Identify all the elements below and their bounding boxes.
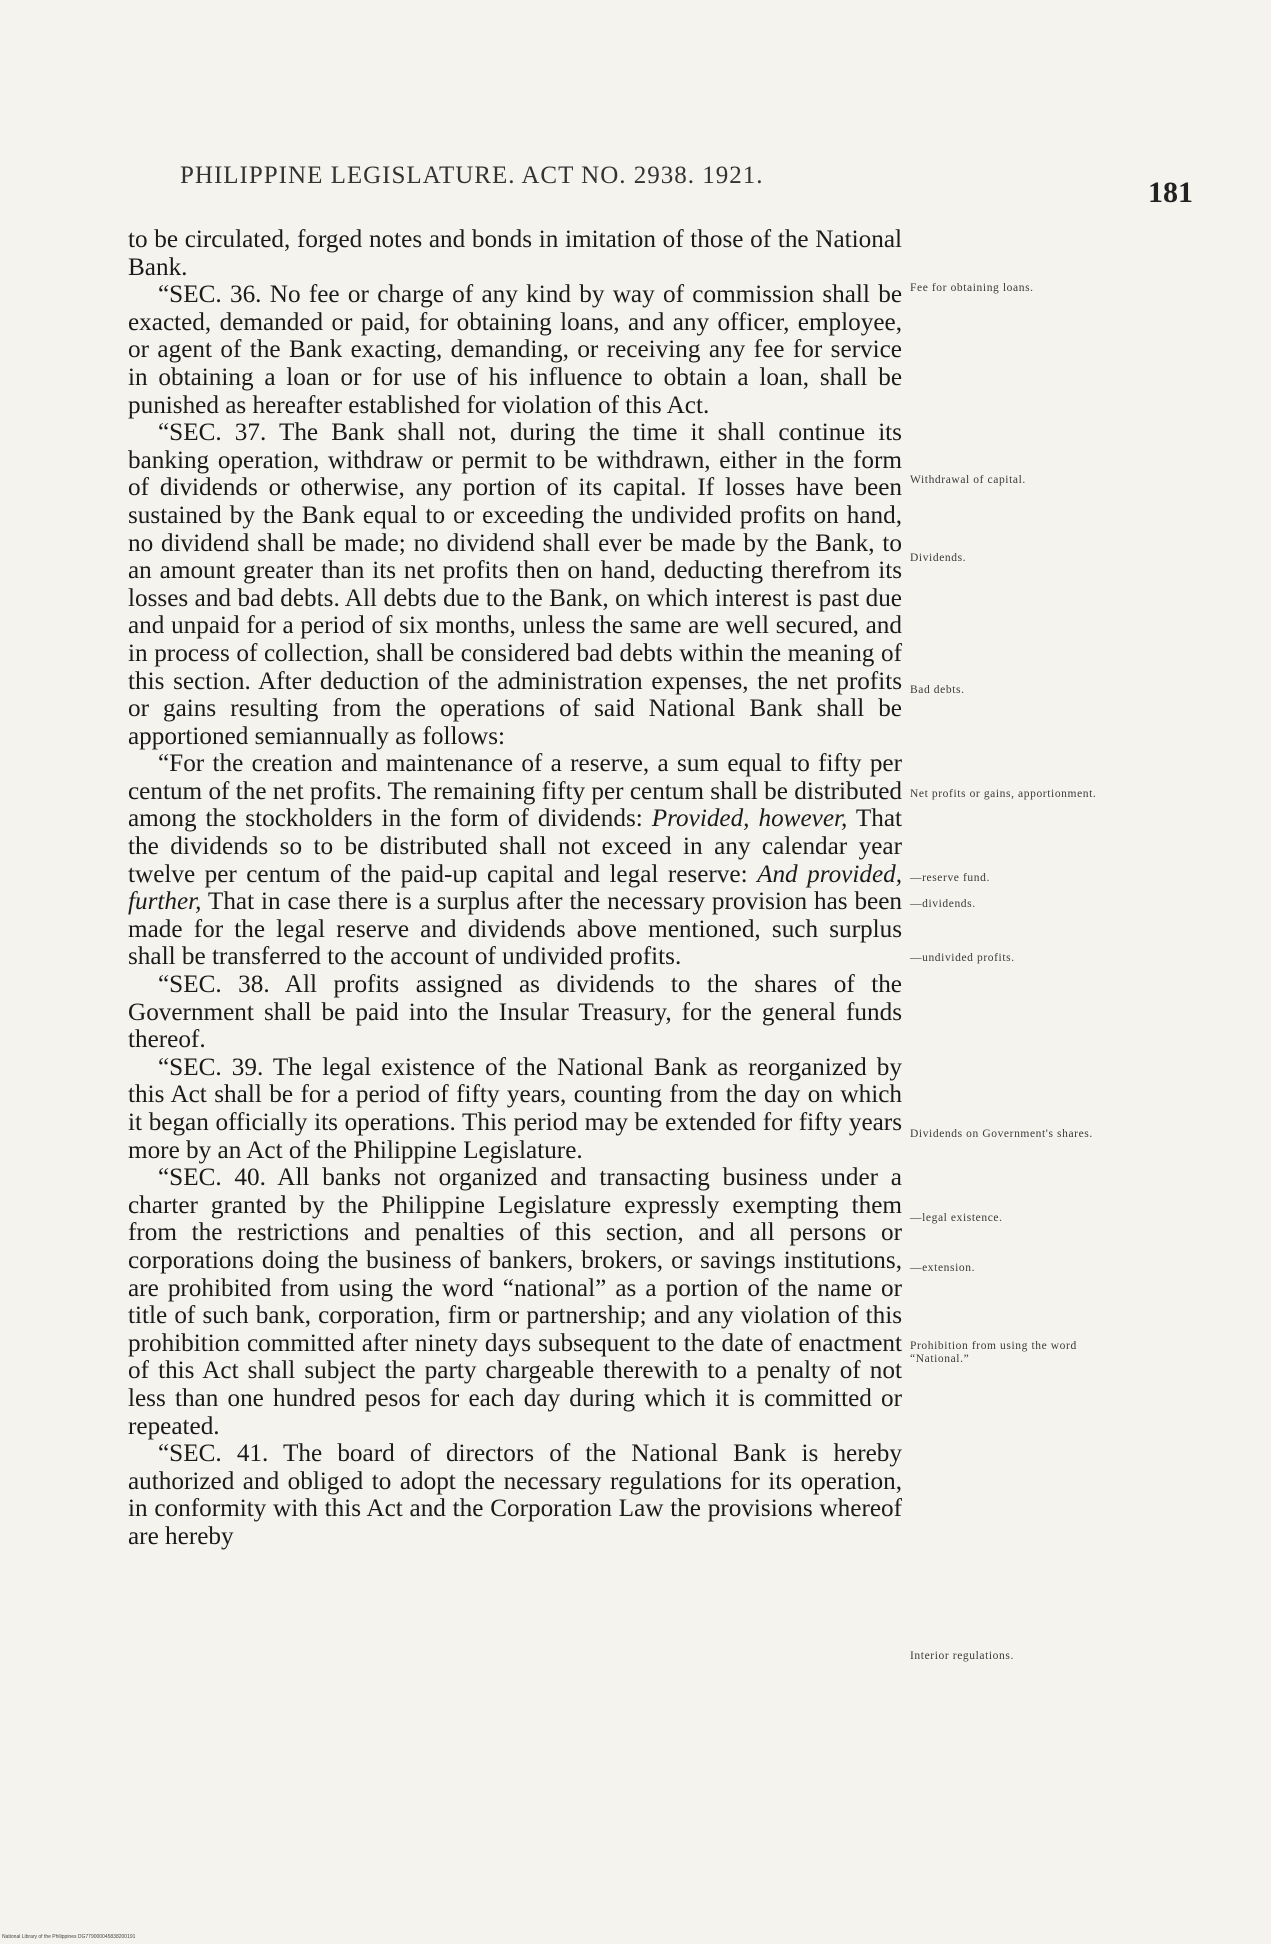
paragraph-sec-39: “SEC. 39. The legal existence of the National Bank as reorganized by this Act shall be for a period of fifty years, counting from the day on which it began officially its operations. This period may be extended for fifty years more by an Act of the Philippine Legislature.	[128, 1053, 902, 1164]
margin-note-govt-shares: Dividends on Government's shares.	[910, 1128, 1093, 1140]
margin-note-bad-debts: Bad debts.	[910, 684, 965, 696]
margin-note-fee: Fee for obtaining loans.	[910, 282, 1034, 294]
running-head	[180, 162, 900, 190]
proviso-1: Provided, however,	[651, 805, 848, 833]
paragraph-sec-37: “SEC. 37. The Bank shall not, during the time it shall continue its banking operation, withdraw or permit to be withdrawn, either in the form of dividends or otherwise, any portion of its capital. If losses have been sustained by the Bank equal to or exceeding the undivided profits on hand, no dividend shall be made; no dividend shall ever be made by the Bank, to an amount greater than its net profits then on hand, deducting therefrom its losses and bad debts. All debts due to the Bank, on which interest is past due and unpaid for a period of six months, unless the same are well secured, and in process of collection, shall be considered bad debts within the meaning of this section. After deduction of the administration expenses, the net profits or gains resulting from the operations of said National Bank shall be apportioned semiannually as follows:	[128, 419, 902, 750]
margin-note-dividends: Dividends.	[910, 552, 967, 564]
paragraph-continuation: to be circulated, forged notes and bonds in imitation of those of the National Bank.	[128, 226, 902, 281]
paragraph-sec-41: “SEC. 41. The board of directors of the National Bank is hereby authorized and obliged to adopt the necessary regulations for its operation, in conformity with this Act and the Corporation Law the provisions whereof are hereby	[128, 1440, 902, 1550]
reserve-text-c: That the dividends so to be distributed shall not exceed in any calendar year twelve per centum of the paid-up capital and legal reserve:	[128, 805, 903, 888]
paragraph-sec-38: “SEC. 38. All profits assigned as dividends to the shares of the Government shall be paid into the Insular Treasury, for the general funds thereof.	[128, 971, 902, 1054]
paragraph-sec-40: “SEC. 40. All banks not organized and transacting business under a charter granted by the Philippine Legislature expressly exempting them from the restrictions and penalties of this section, and all persons or corporations doing the business of bankers, brokers, or savings institutions, are prohibited from using the word “national” as a portion of the name or title of such bank, corporation, firm or partnership; and any violation of this prohibition committed after ninety days subsequent to the date of enactment of this Act shall subject the party chargeable therewith to a penalty of not less than one hundred pesos for each day during which it is committed or repeated.	[128, 1164, 902, 1440]
margin-note-withdrawal: Withdrawal of capital.	[910, 474, 1026, 486]
margin-note-dividends-2: —dividends.	[910, 898, 976, 910]
running-head-text: PHILIPPINE LEGISLATURE. ACT NO. 2938. 1921.	[180, 162, 764, 189]
paragraph-sec-36: “SEC. 36. No fee or charge of any kind by way of commission shall be exacted, demanded or paid, for obtaining loans, and any officer, employee, or agent of the Bank exacting, demanding, or receiving any fee for service in obtaining a loan or for use of his influence to obtain a loan, shall be punished as hereafter established for violation of this Act.	[128, 281, 902, 419]
margin-note-prohibition: Prohibition from using the word “National.”	[910, 1340, 1077, 1365]
proviso-2: And provided, further,	[128, 860, 903, 916]
page-number: 181	[1148, 176, 1193, 209]
margin-note-extension: —extension.	[910, 1262, 976, 1274]
margin-note-legal-existence: —legal existence.	[910, 1212, 1003, 1224]
margin-note-net-profits: Net profits or gains, apportionment.	[910, 788, 1097, 800]
margin-note-undivided: —undivided profits.	[910, 952, 1015, 964]
paragraph-reserve	[128, 750, 902, 971]
body-text	[128, 226, 902, 1551]
margin-note-reserve: —reserve fund.	[910, 872, 990, 884]
reserve-text-e: That in case there is a surplus after the necessary provision has been made for the legal reserve and dividends above mentioned, such surplus shall be transferred to the account of undivided profits.	[128, 888, 902, 971]
margin-note-interior: Interior regulations.	[910, 1650, 1014, 1662]
reserve-text-a: “For the creation and maintenance of a reserve, a sum equal to fifty per centum of the net profits. The remaining fifty per centum shall be distributed among the stockholders in the form of dividends:	[128, 750, 902, 833]
scan-credit: National Library of the Philippines DG779000045838200191	[2, 1934, 136, 1940]
